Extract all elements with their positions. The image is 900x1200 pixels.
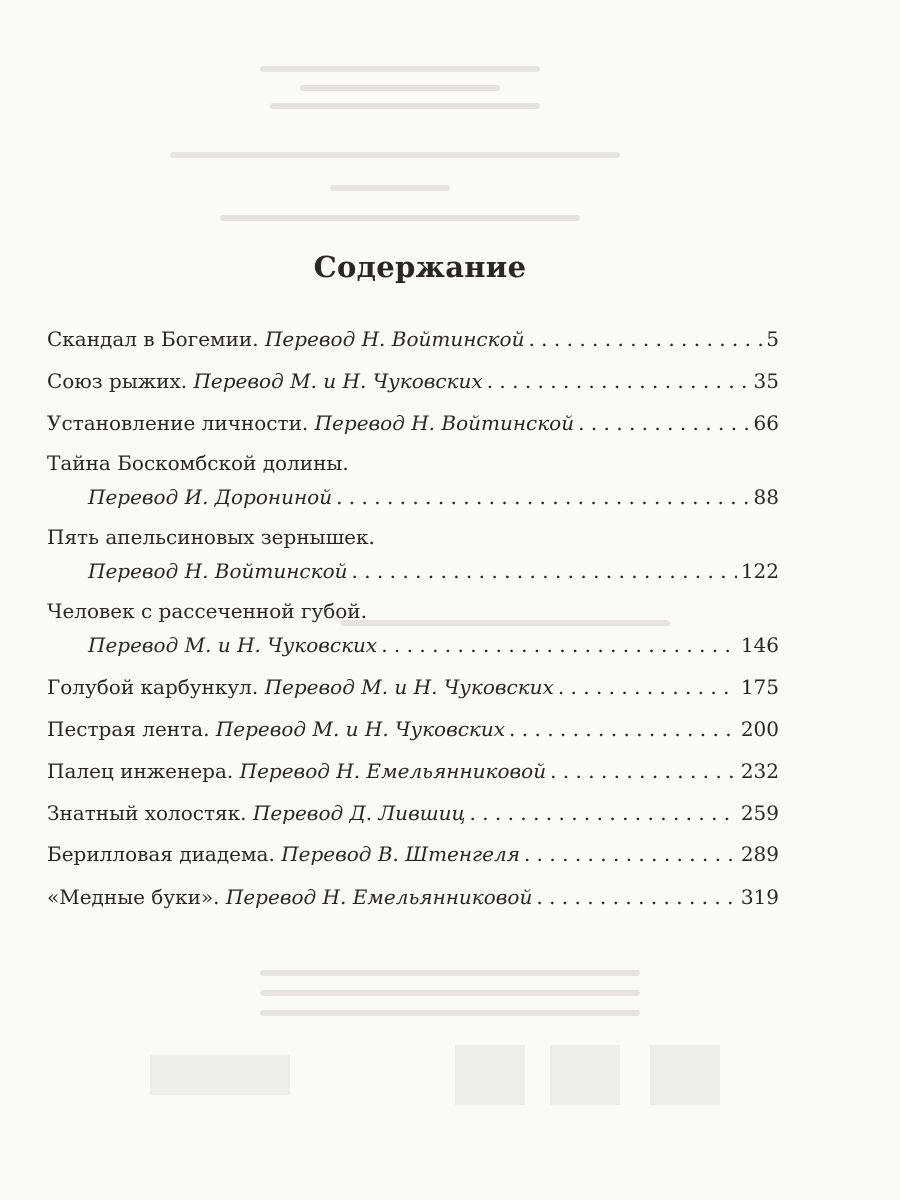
page-number: 146 [740,633,779,657]
translator: Перевод И. Дорониной [88,485,333,509]
page-number: 232 [740,759,779,783]
toc-entry [47,450,779,476]
translator: Перевод Н. Емельянниковой [225,885,533,909]
toc-entry [47,524,779,550]
page-number: 88 [753,485,779,509]
story-title: Палец инженера. [47,759,234,783]
toc-entry [47,758,779,784]
toc-entry [47,368,779,394]
toc-entry [47,884,779,910]
story-title: Союз рыжих. [47,369,188,393]
dot-leader [524,841,737,867]
toc-entry-continuation [88,558,779,584]
page-number: 66 [753,411,779,435]
story-title: Пестрая лента. [47,717,210,741]
dot-leader [487,368,750,394]
story-title: Человек с рассеченной губой. [47,599,367,623]
dot-leader [470,800,737,826]
page-number: 35 [753,369,779,393]
dot-leader [336,484,749,510]
toc-entry [47,800,779,826]
toc-entry [47,410,779,436]
toc-entry [47,326,779,352]
toc-entry-continuation [88,632,779,658]
story-title: Скандал в Богемии. [47,327,259,351]
dot-leader [536,884,736,910]
dot-leader [381,632,737,658]
translator: Перевод М. и Н. Чуковских [193,369,483,393]
toc-entry [47,716,779,742]
page-number: 122 [740,559,779,583]
story-title: Берилловая диадема. [47,842,275,866]
story-title: Знатный холостяк. [47,801,247,825]
translator: Перевод Н. Войтинской [264,327,525,351]
story-title: Тайна Боскомбской долины. [47,451,349,475]
story-title: «Медные буки». [47,885,220,909]
page-number: 175 [740,675,779,699]
dot-leader [528,326,762,352]
page-number: 319 [740,885,779,909]
translator: Перевод Н. Войтинской [314,411,575,435]
dot-leader [558,674,737,700]
story-title: Установление личности. [47,411,309,435]
dot-leader [509,716,737,742]
page-number: 200 [740,717,779,741]
translator: Перевод М. и Н. Чуковских [215,717,506,741]
page-number: 259 [740,801,779,825]
dot-leader [578,410,749,436]
translator: Перевод Н. Емельянниковой [239,759,547,783]
story-title: Голубой карбункул. [47,675,259,699]
toc-entry [47,598,779,624]
translator: Перевод М. и Н. Чуковских [88,633,378,657]
page-number: 5 [766,327,779,351]
toc-entry-continuation [88,484,779,510]
toc-entry [47,674,779,700]
dot-leader [550,758,737,784]
page-number: 289 [740,842,779,866]
translator: Перевод М. и Н. Чуковских [264,675,554,699]
toc-entry [47,841,779,867]
translator: Перевод Н. Войтинской [88,559,348,583]
page-title: Содержание [313,250,527,284]
translator: Перевод Д. Лившиц [252,801,466,825]
translator: Перевод В. Штенгеля [281,842,520,866]
dot-leader [352,558,737,584]
story-title: Пять апельсиновых зернышек. [47,525,375,549]
